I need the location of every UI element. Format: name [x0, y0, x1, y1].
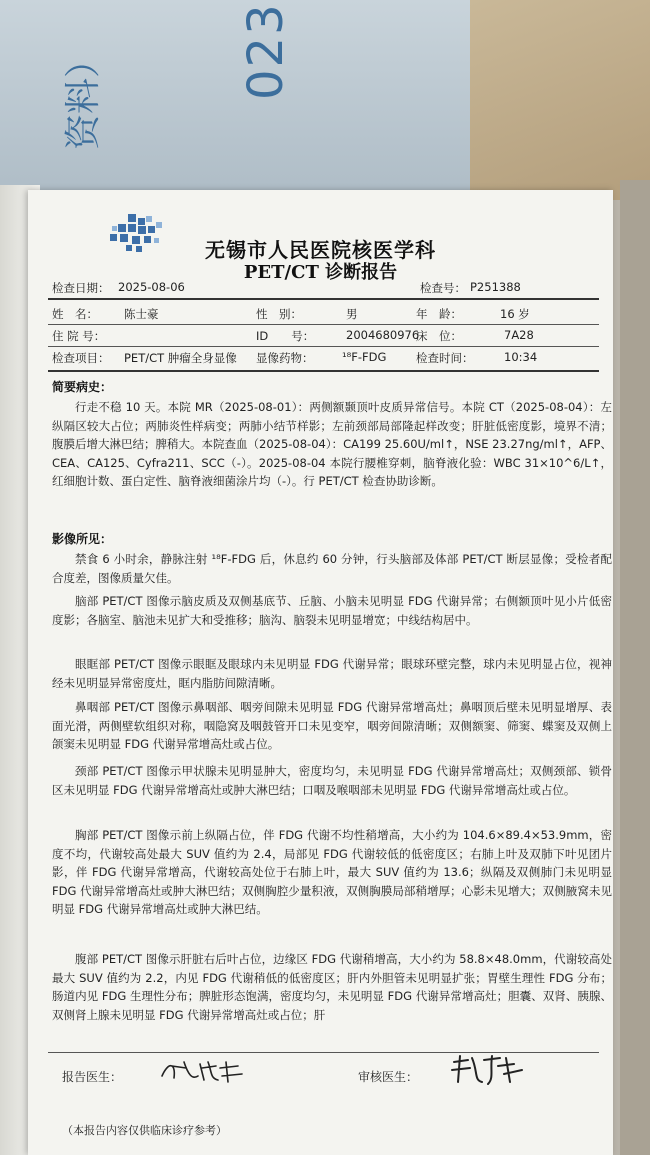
drug-label: 显像药物： [256, 351, 314, 365]
background-table [470, 0, 650, 200]
reviewer-label: 审核医生： [358, 1070, 419, 1084]
findings-paragraph: 颈部 PET/CT 图像示甲状腺未见明显肿大，密度均匀，未见明显 FDG 代谢异常增高灶；双侧颈部、锁骨区未见明显 FDG 代谢异常增高灶或肿大淋巴结；口咽及喉咽部未见明显 FDG 代谢异常增高灶或占位。 [52, 764, 612, 797]
report-doctor-label: 报告医生： [62, 1070, 123, 1084]
bed-value: 7A28 [504, 328, 534, 342]
name-value: 陈士豪 [124, 307, 159, 321]
inpatient-label: 住 院 号： [52, 329, 106, 343]
reviewer-signature [448, 1052, 528, 1088]
findings-paragraph: 脑部 PET/CT 图像示脑皮质及双侧基底节、丘脑、小脑未见明显 FDG 代谢异常；右侧额顶叶见小片低密度影；各脑室、脑池未见扩大和受推移；脑沟、脑裂未见明显增宽；中线结构居中。 [52, 594, 612, 627]
row-divider [48, 324, 599, 325]
background-edge [620, 180, 650, 1155]
header-divider [48, 298, 599, 300]
background-bag-text-2: 资料） [63, 41, 104, 150]
exam-item-label: 检查项目： [52, 351, 110, 365]
exam-no-label: 检查号： [420, 281, 466, 295]
row-divider [48, 346, 599, 347]
gender-value: 男 [346, 307, 358, 321]
findings-paragraph: 腹部 PET/CT 图像示肝脏右后叶占位，边缘区 FDG 代谢稍增高，大小约为 58.8×48.0mm，代谢较高处最大 SUV 值约为 2.2，内见 FDG 代谢稍低的低密度区；肝内外胆管未见明显扩张；胃壁生理性 FDG 分布；肠道内见 FDG 生理性分布；脾脏形态饱满，密度均匀，未见明显 FDG 代谢异常增高灶；胆囊、双肾、胰腺、双侧肾上腺未见明显 FDG 代谢异常增高灶或占位；肝 [52, 952, 612, 1022]
history-text: 行走不稳 10 天。本院 MR（2025-08-01）：两侧额颞顶叶皮质异常信号。本院 CT（2025-08-04）：左纵隔区较大占位；两肺炎性样病变；两肺小结节样影；左前颈部局部隆起样改变；肝脏低密度影，境界不清；腹膜后增大淋巴结；脾稍大。本院查血（2025-08-04）：CA199 25.60U/ml↑，NSE 23.27ng/ml↑，AFP、CEA、CA125、Cyfra211、SCC（-）。2025-08-04 本院行腰椎穿刺，脑脊液化验：WBC 31×10^6/L↑，红细胞计数、蛋白定性、脑脊液细菌涂片均（-）。行 PET/CT 检查协助诊断。 [52, 400, 612, 489]
history-title: 简要病史： [52, 380, 113, 394]
drug-value: ¹⁸F-FDG [342, 350, 387, 364]
exam-time-value: 10:34 [504, 350, 538, 364]
background-bag-text: 023 [238, 2, 294, 100]
findings-title: 影像所见： [52, 532, 113, 546]
exam-date-value: 2025-08-06 [118, 280, 185, 294]
gender-label: 性 别： [256, 307, 302, 321]
findings-paragraph: 胸部 PET/CT 图像示前上纵隔占位，伴 FDG 代谢不均性稍增高，大小约为 104.6×89.4×53.9mm，密度不均，代谢较高处最大 SUV 值约为 2.4，局部见 FDG 代谢较低的低密度区；右肺上叶及双肺下叶见团片影，伴 FDG 代谢异常增高，代谢较高处位于右肺上叶，最大 SUV 值约为 13.6；纵隔及双侧肺门未见明显 FDG 代谢异常增高灶或肿大淋巴结；双侧胸腔少量积液，双侧胸膜局部稍增厚；心影未见增大；双侧腋窝未见明显 FDG 代谢异常增高灶或肿大淋巴结。 [52, 828, 612, 917]
info-divider [48, 370, 599, 372]
hospital-name: 无锡市人民医院核医学科 [205, 238, 436, 262]
id-value: 2004680976 [346, 328, 420, 342]
report-page [28, 190, 613, 1155]
id-label: ID 号： [256, 329, 315, 343]
age-value: 16 岁 [500, 307, 530, 321]
disclaimer-note: （本报告内容仅供临床诊疗参考） [62, 1124, 227, 1137]
bed-label: 床 位： [416, 329, 462, 343]
exam-item-value: PET/CT 肿瘤全身显像 [124, 351, 237, 365]
exam-date-label: 检查日期： [52, 281, 110, 295]
age-label: 年 龄： [416, 307, 462, 321]
name-label: 姓 名： [52, 307, 98, 321]
findings-paragraph: 眼眶部 PET/CT 图像示眼眶及眼球内未见明显 FDG 代谢异常；眼球环壁完整，球内未见明显占位，视神经未见明显异常密度灶，眶内脂肪间隙清晰。 [52, 657, 612, 690]
exam-no-value: P251388 [470, 280, 521, 294]
exam-time-label: 检查时间： [416, 351, 474, 365]
report-doctor-signature [158, 1056, 248, 1088]
report-title: PET/CT 诊断报告 [243, 262, 398, 283]
findings-paragraph: 鼻咽部 PET/CT 图像示鼻咽部、咽旁间隙未见明显 FDG 代谢异常增高灶；鼻咽顶后壁未见明显增厚、表面光滑，两侧壁软组织对称，咽隐窝及咽鼓管开口未见变窄，咽旁间隙清晰；双侧额窦、筛窦、蝶窦及双侧上颌窦未见明显 FDG 代谢异常增高灶或占位。 [52, 700, 612, 752]
findings-paragraph: 禁食 6 小时余，静脉注射 ¹⁸F-FDG 后，休息约 60 分钟，行头脑部及体部 PET/CT 断层显像；受检者配合度差，图像质量欠佳。 [52, 552, 612, 585]
